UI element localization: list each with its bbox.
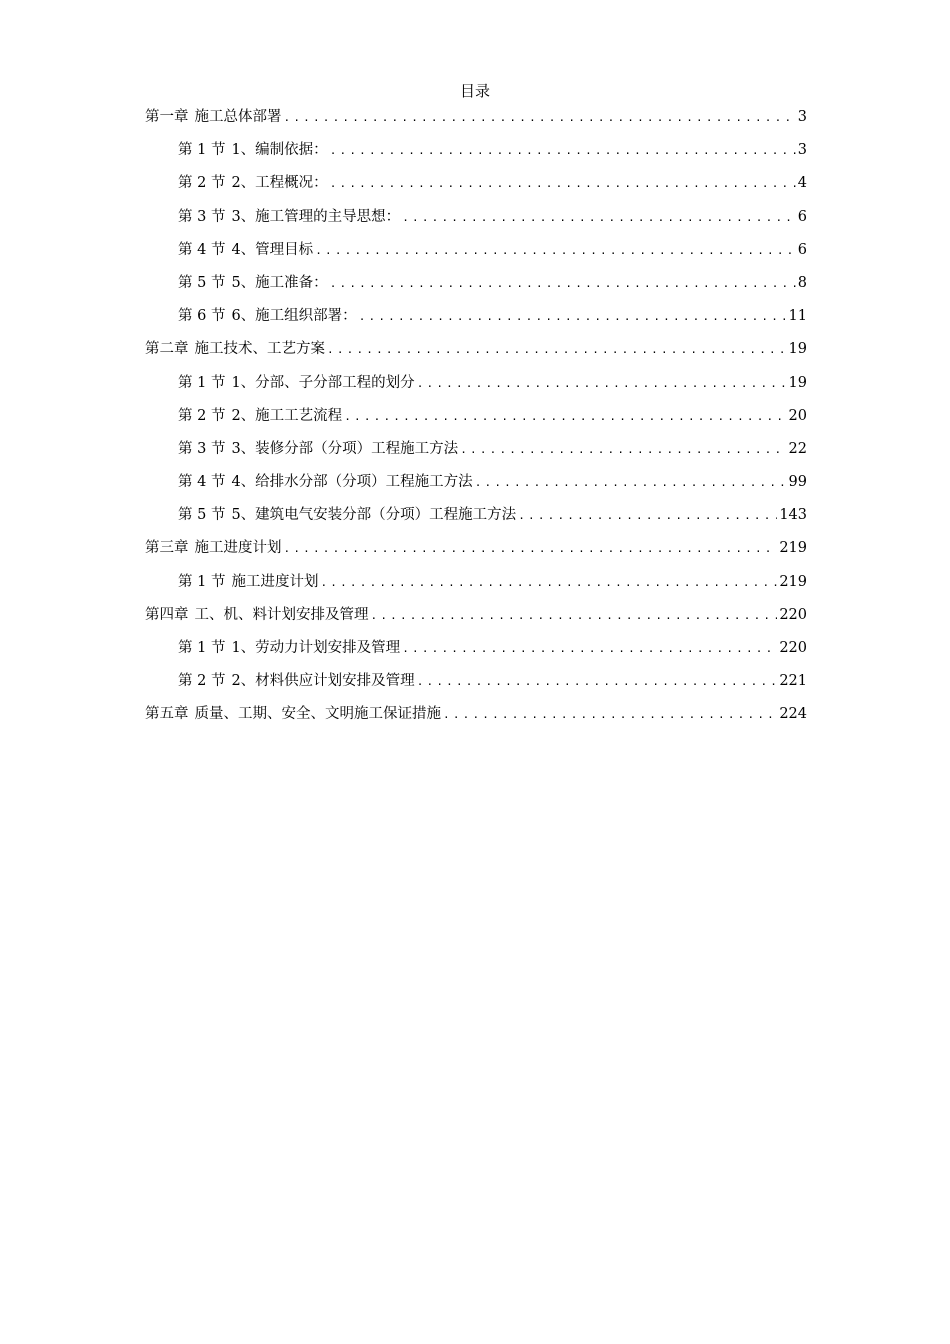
toc-dot-leader (284, 538, 778, 560)
toc-dot-leader (330, 140, 796, 162)
toc-entry[interactable] (145, 471, 807, 504)
toc-title: 目录 (459, 82, 490, 100)
toc-page-number: 220 (779, 640, 807, 656)
toc-page-number: 143 (779, 507, 807, 524)
toc-entry[interactable] (145, 106, 807, 139)
toc-entry[interactable] (145, 637, 807, 670)
toc-entry[interactable] (145, 537, 807, 570)
toc-entry[interactable] (145, 604, 807, 637)
toc-page-number: 11 (788, 308, 807, 325)
toc-page-number: 22 (788, 440, 807, 457)
toc-entry-text: 施工进度计划 (231, 573, 319, 590)
toc-entry[interactable] (145, 571, 807, 604)
toc-page-number: 221 (779, 673, 807, 690)
toc-dot-leader (518, 505, 777, 527)
toc-entry-label (178, 239, 313, 261)
toc-entry-text: 2、施工工艺流程 (231, 407, 343, 424)
toc-entry[interactable] (145, 703, 807, 736)
toc-entry-number: 第四章 (145, 606, 189, 623)
toc-dot-leader (359, 306, 787, 328)
toc-entry[interactable] (145, 239, 807, 272)
toc-entry-label (178, 305, 357, 327)
toc-entry-number: 第 1 节 (178, 640, 226, 656)
toc-dot-leader (460, 439, 786, 461)
toc-entry-number: 第 2 节 (178, 407, 226, 424)
toc-entry-label (178, 139, 328, 161)
toc-page-number: 219 (779, 540, 807, 557)
toc-entry-number: 第 1 节 (178, 142, 226, 159)
toc-entry-number: 第一章 (145, 109, 189, 125)
toc-entry-label (178, 670, 415, 692)
toc-page-number: 6 (797, 208, 807, 225)
toc-entry-label (145, 537, 282, 559)
toc-entry-text: 1、编制依据： (231, 142, 328, 159)
toc-dot-leader (344, 406, 786, 428)
toc-entry-label (145, 106, 282, 128)
toc-entry-label (178, 272, 328, 294)
toc-entry-label (145, 338, 325, 360)
toc-page-number: 6 (797, 241, 807, 258)
toc-entry-label (145, 604, 369, 626)
toc-entry-number: 第 6 节 (178, 308, 226, 325)
toc-page-number: 19 (788, 341, 807, 358)
toc-list (145, 106, 807, 737)
toc-page-number: 20 (788, 407, 807, 424)
toc-dot-leader (443, 704, 777, 726)
toc-entry[interactable] (145, 172, 807, 205)
toc-entry-label (178, 637, 400, 659)
toc-page-number: 19 (788, 374, 807, 391)
toc-page-number: 99 (788, 474, 807, 491)
toc-entry[interactable] (145, 504, 807, 537)
toc-entry[interactable] (145, 670, 807, 703)
toc-entry-number: 第三章 (145, 540, 189, 557)
toc-page-number: 219 (779, 573, 807, 590)
toc-entry[interactable] (145, 272, 807, 305)
toc-dot-leader (330, 273, 796, 295)
toc-entry-text: 1、劳动力计划安排及管理 (231, 640, 401, 656)
toc-page-number: 224 (779, 706, 807, 723)
toc-entry-text: 4、给排水分部（分项）工程施工方法 (231, 474, 473, 491)
toc-entry[interactable] (145, 405, 807, 438)
toc-dot-leader (402, 207, 796, 229)
toc-page-number: 3 (797, 109, 807, 125)
toc-entry[interactable] (145, 305, 807, 338)
toc-entry[interactable] (145, 139, 807, 172)
toc-dot-leader (417, 671, 778, 693)
toc-entry-text: 工、机、料计划安排及管理 (194, 606, 369, 623)
toc-entry-label (145, 703, 441, 725)
toc-dot-leader (315, 240, 796, 262)
toc-entry-label (178, 504, 516, 526)
toc-entry-text: 4、管理目标 (231, 241, 314, 258)
toc-entry[interactable] (145, 338, 807, 371)
toc-entry-number: 第 5 节 (178, 507, 226, 524)
toc-entry-text: 3、装修分部（分项）工程施工方法 (231, 440, 459, 457)
toc-page-number: 4 (797, 175, 807, 192)
toc-entry-text: 3、施工管理的主导思想： (231, 208, 401, 225)
toc-dot-leader (320, 572, 777, 594)
toc-entry-number: 第 5 节 (178, 274, 226, 291)
toc-entry-number: 第五章 (145, 706, 189, 723)
toc-entry-number: 第 2 节 (178, 673, 226, 690)
toc-entry[interactable] (145, 206, 807, 239)
toc-entry-number: 第 3 节 (178, 440, 226, 457)
toc-dot-leader (330, 173, 796, 195)
toc-entry-text: 5、建筑电气安装分部（分项）工程施工方法 (231, 507, 517, 524)
toc-entry-text: 2、材料供应计划安排及管理 (231, 673, 415, 690)
toc-entry-text: 5、施工准备： (231, 274, 328, 291)
toc-entry-number: 第 1 节 (178, 374, 226, 391)
toc-entry-label (178, 571, 318, 593)
toc-entry-text: 施工技术、工艺方案 (194, 341, 325, 358)
toc-dot-leader (327, 339, 787, 361)
toc-entry-label (178, 206, 400, 228)
toc-entry-number: 第 1 节 (178, 573, 226, 590)
toc-dot-leader (402, 638, 777, 660)
toc-entry-text: 施工总体部署 (194, 109, 282, 125)
toc-entry-text: 2、工程概况： (231, 175, 328, 192)
toc-dot-leader (371, 605, 778, 627)
toc-dot-leader (417, 373, 787, 395)
toc-entry-number: 第 3 节 (178, 208, 226, 225)
toc-entry-label (178, 471, 473, 493)
toc-entry-label (178, 372, 415, 394)
toc-entry[interactable] (145, 438, 807, 471)
toc-entry-number: 第 4 节 (178, 241, 226, 258)
toc-entry-text: 施工进度计划 (194, 540, 282, 557)
toc-entry-number: 第二章 (145, 341, 189, 358)
toc-page-number: 3 (797, 142, 807, 159)
toc-entry-text: 1、分部、子分部工程的划分 (231, 374, 415, 391)
toc-dot-leader (475, 472, 787, 494)
toc-entry-text: 6、施工组织部署： (231, 308, 357, 325)
toc-dot-leader (284, 107, 796, 129)
toc-page-number: 220 (779, 606, 807, 623)
toc-entry-label (178, 172, 328, 194)
toc-page-number: 8 (797, 274, 807, 291)
toc-entry-text: 质量、工期、安全、文明施工保证措施 (194, 706, 441, 723)
toc-entry-label (178, 405, 342, 427)
toc-entry-number: 第 2 节 (178, 175, 226, 192)
toc-entry[interactable] (145, 372, 807, 405)
toc-entry-label (178, 438, 458, 460)
toc-entry-number: 第 4 节 (178, 474, 226, 491)
